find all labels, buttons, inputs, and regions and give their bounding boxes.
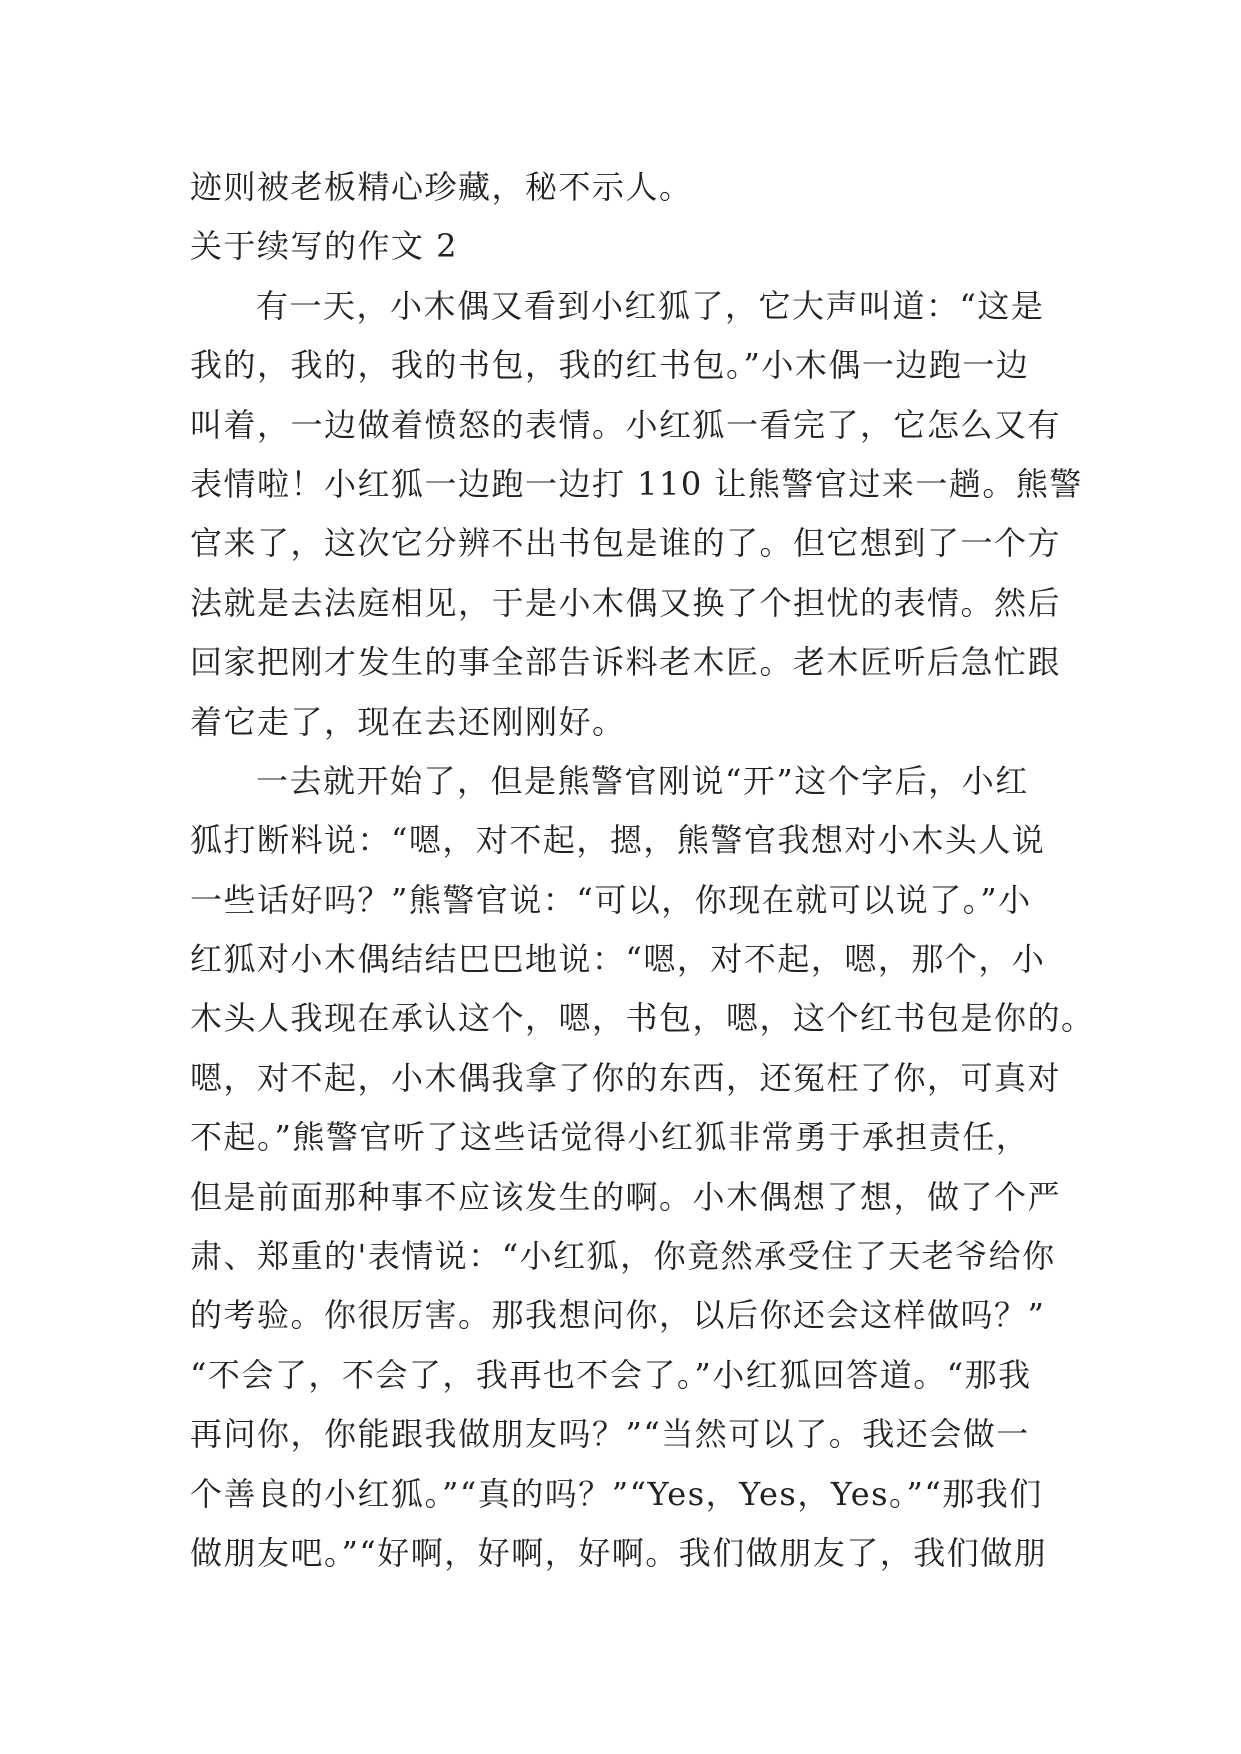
text-line: 个善良的小红狐。”“真的吗？”“Yes，Yes，Yes。”“那我们: [190, 1474, 1043, 1513]
text-line: 着它走了，现在去还刚刚好。: [190, 702, 626, 741]
text-line: 不起。”熊警官听了这些话觉得小红狐非常勇于承担责任，: [190, 1118, 1030, 1157]
text-line: 红狐对小木偶结结巴巴地说：“嗯，对不起，嗯，那个，小: [190, 940, 1046, 979]
text-line: 嗯，对不起，小木偶我拿了你的东西，还冤枉了你，可真对: [190, 1058, 1062, 1097]
text-line: 做朋友吧。”“好啊，好啊，好啊。我们做朋友了，我们做朋: [190, 1533, 1048, 1572]
text-line: 的考验。你很厉害。那我想问你，以后你还会这样做吗？”: [190, 1296, 1046, 1335]
text-line: 我的，我的，我的书包，我的红书包。”小木偶一边跑一边: [190, 346, 1030, 385]
text-line: 狐打断料说：“嗯，对不起，摁，熊警官我想对小木头人说: [190, 821, 1046, 860]
paragraph-first-line: 一去就开始了，但是熊警官刚说“开”这个字后，小红: [256, 761, 1029, 800]
text-line: 肃、郑重的'表情说：“小红狐，你竟然承受住了天老爷给你: [190, 1237, 1056, 1276]
document-body: [190, 158, 1095, 1583]
text-line: “不会了，不会了，我再也不会了。”小红狐回答道。“那我: [190, 1355, 1032, 1394]
text-line: 一些话好吗？”熊警官说：“可以，你现在就可以说了。”小: [190, 880, 1032, 919]
paragraph-first-line: 有一天，小木偶又看到小红狐了，它大声叫道：“这是: [256, 286, 1045, 325]
text-line: 叫着，一边做着愤怒的表情。小红狐一看完了，它怎么又有: [190, 405, 1062, 444]
text-line: 迹则被老板精心珍藏，秘不示人。: [190, 168, 693, 206]
text-line: 木头人我现在承认这个，嗯，书包，嗯，这个红书包是你的。: [190, 999, 1095, 1038]
text-line: 表情啦！小红狐一边跑一边打 110 让熊警官过来一趟。熊警: [190, 464, 1083, 503]
text-line: 但是前面那种事不应该发生的啊。小木偶想了想，做了个严: [190, 1177, 1062, 1216]
text-line: 官来了，这次它分辨不出书包是谁的了。但它想到了一个方: [190, 524, 1062, 563]
text-line: 再问你，你能跟我做朋友吗？”“当然可以了。我还会做一: [190, 1415, 1030, 1454]
section-heading: 关于续写的作文 2: [190, 227, 459, 266]
text-line: 回家把刚才发生的事全部告诉料老木匠。老木匠听后急忙跟: [190, 643, 1062, 682]
text-line: 法就是去法庭相见，于是小木偶又换了个担忧的表情。然后: [190, 583, 1062, 622]
